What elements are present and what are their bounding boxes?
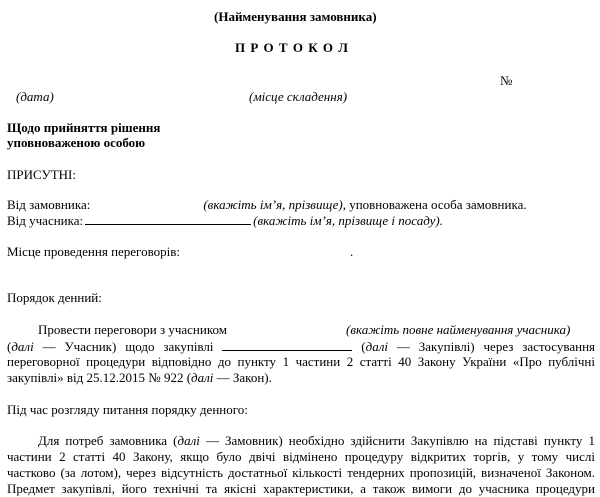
from-customer-hint: (вкажіть ім’я, прізвище) xyxy=(203,197,343,212)
from-customer-label: Від замовника: xyxy=(7,197,91,212)
place-placeholder: (місце складення) xyxy=(249,89,348,104)
from-customer-line xyxy=(7,197,527,213)
agenda-label: Порядок денний: xyxy=(7,290,102,305)
agenda-l4-text: закупівлі» від 25.12.2015 № 922 ( xyxy=(7,370,192,385)
agenda-l4-dali: далі xyxy=(191,370,214,385)
body-line-4: Предмет закупівлі, його технічні та якісні характеристики, а також вимоги до учасника процедури xyxy=(7,481,595,496)
participant-blank-line xyxy=(85,212,251,225)
from-participant-label: Від учасника: xyxy=(7,213,84,228)
venue-tail: . xyxy=(349,244,354,259)
agenda-l1-text: Провести переговори з учасником xyxy=(38,322,227,337)
present-label: ПРИСУТНІ: xyxy=(7,167,76,182)
from-participant-line xyxy=(7,212,443,229)
agenda-l2-dali: далі xyxy=(11,339,34,354)
body-p1-dali: далі xyxy=(177,433,200,448)
protocol-title: П Р О Т О К О Л xyxy=(235,40,349,55)
agenda-line-3: переговорної процедури відповідно до пункту 1 частини 2 статті 40 Закону України «Про публічні xyxy=(7,354,595,369)
date-placeholder: (дата) xyxy=(16,89,54,104)
procurement-blank-line xyxy=(222,338,352,351)
from-customer-tail: , уповноважена особа замовника. xyxy=(342,197,527,212)
from-participant-hint: (вкажіть ім’я, прізвище і посаду) xyxy=(253,213,440,228)
agenda-l1-hint: (вкажіть повне найменування учасника) xyxy=(345,322,571,337)
agenda-l2-dali2: далі xyxy=(365,339,388,354)
venue-label: Місце проведення переговорів: xyxy=(7,244,180,259)
agenda-line-1 xyxy=(38,322,570,338)
agenda-line-2 xyxy=(7,338,595,355)
agenda-l2-open: ( xyxy=(7,339,12,354)
consideration-label: Під час розгляду питання порядку денного: xyxy=(7,402,248,417)
body-line-1 xyxy=(38,433,595,449)
venue-line xyxy=(7,244,353,260)
body-p1-tail: — Замовник) необхідно здійснити Закупівлю на підставі пункту 1 xyxy=(199,433,595,448)
agenda-l2-open2: ( xyxy=(361,339,366,354)
agenda-l2-tail: — Закупівлі) через застосування xyxy=(387,339,596,354)
agenda-line-4 xyxy=(7,370,272,386)
from-participant-tail: . xyxy=(439,213,443,228)
protocol-number-sign: № xyxy=(500,73,513,88)
customer-name-heading: (Найменування замовника) xyxy=(214,9,377,24)
body-p1-text: Для потреб замовника ( xyxy=(38,433,178,448)
body-line-3: частково (за лотом), через відсутність достатньої кількості тендерних пропозицій, визначеної Законом. xyxy=(7,465,595,480)
agenda-l2-text: — Учасник) щодо закупівлі xyxy=(33,339,214,354)
subject-line-1: Щодо прийняття рішення xyxy=(7,120,161,135)
body-line-2: частини 2 статті 40 Закону, якщо було двічі відмінено процедуру відкритих торгів, у тому числі xyxy=(7,449,595,464)
subject-line-2: уповноваженою особою xyxy=(7,135,146,150)
agenda-l4-tail: — Закон). xyxy=(213,370,272,385)
